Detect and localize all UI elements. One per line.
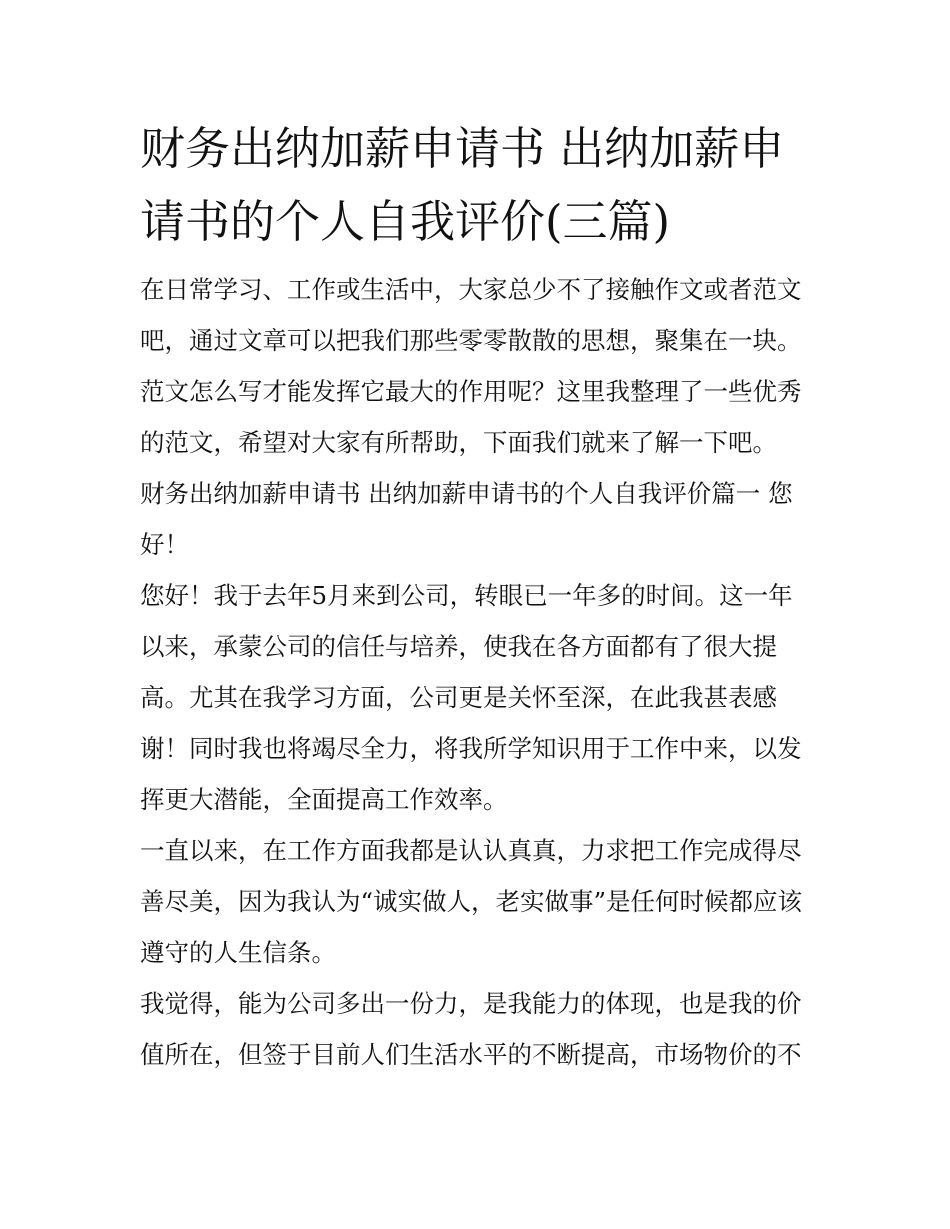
document-body <box>140 112 816 1080</box>
paragraph-intro: 在日常学习、工作或生活中，大家总少不了接触作文或者范文吧，通过文章可以把我们那些零零散散的思想，聚集在一块。范文怎么写才能发挥它最大的作用呢？这里我整理了一些优秀的范文，希望对大家有所帮助，下面我们就来了解一下吧。 <box>140 275 802 457</box>
paragraph-value: 我觉得，能为公司多出一份力，是我能力的体现，也是我的价值所在，但签于目前人们生活水平的不断提高，市场物价的不 <box>140 989 802 1069</box>
paragraph-section-heading: 财务出纳加薪申请书 出纳加薪申请书的个人自我评价篇一 您好！ <box>140 479 793 559</box>
paragraph-greeting: 您好！我于去年5月来到公司，转眼已一年多的时间。这一年以来，承蒙公司的信任与培养，使我在各方面都有了很大提高。尤其在我学习方面，公司更是关怀至深，在此我甚表感谢！同时我也将竭尽全力，将我所学知识用于工作中来，以发挥更大潜能，全面提高工作效率。 <box>140 581 802 814</box>
paragraph-work-attitude: 一直以来，在工作方面我都是认认真真，力求把工作完成得尽善尽美，因为我认为“诚实做人，老实做事”是任何时候都应该遵守的人生信条。 <box>140 836 803 967</box>
document-title: 财务出纳加薪申请书 出纳加薪申请书的个人自我评价(三篇) <box>140 122 785 248</box>
